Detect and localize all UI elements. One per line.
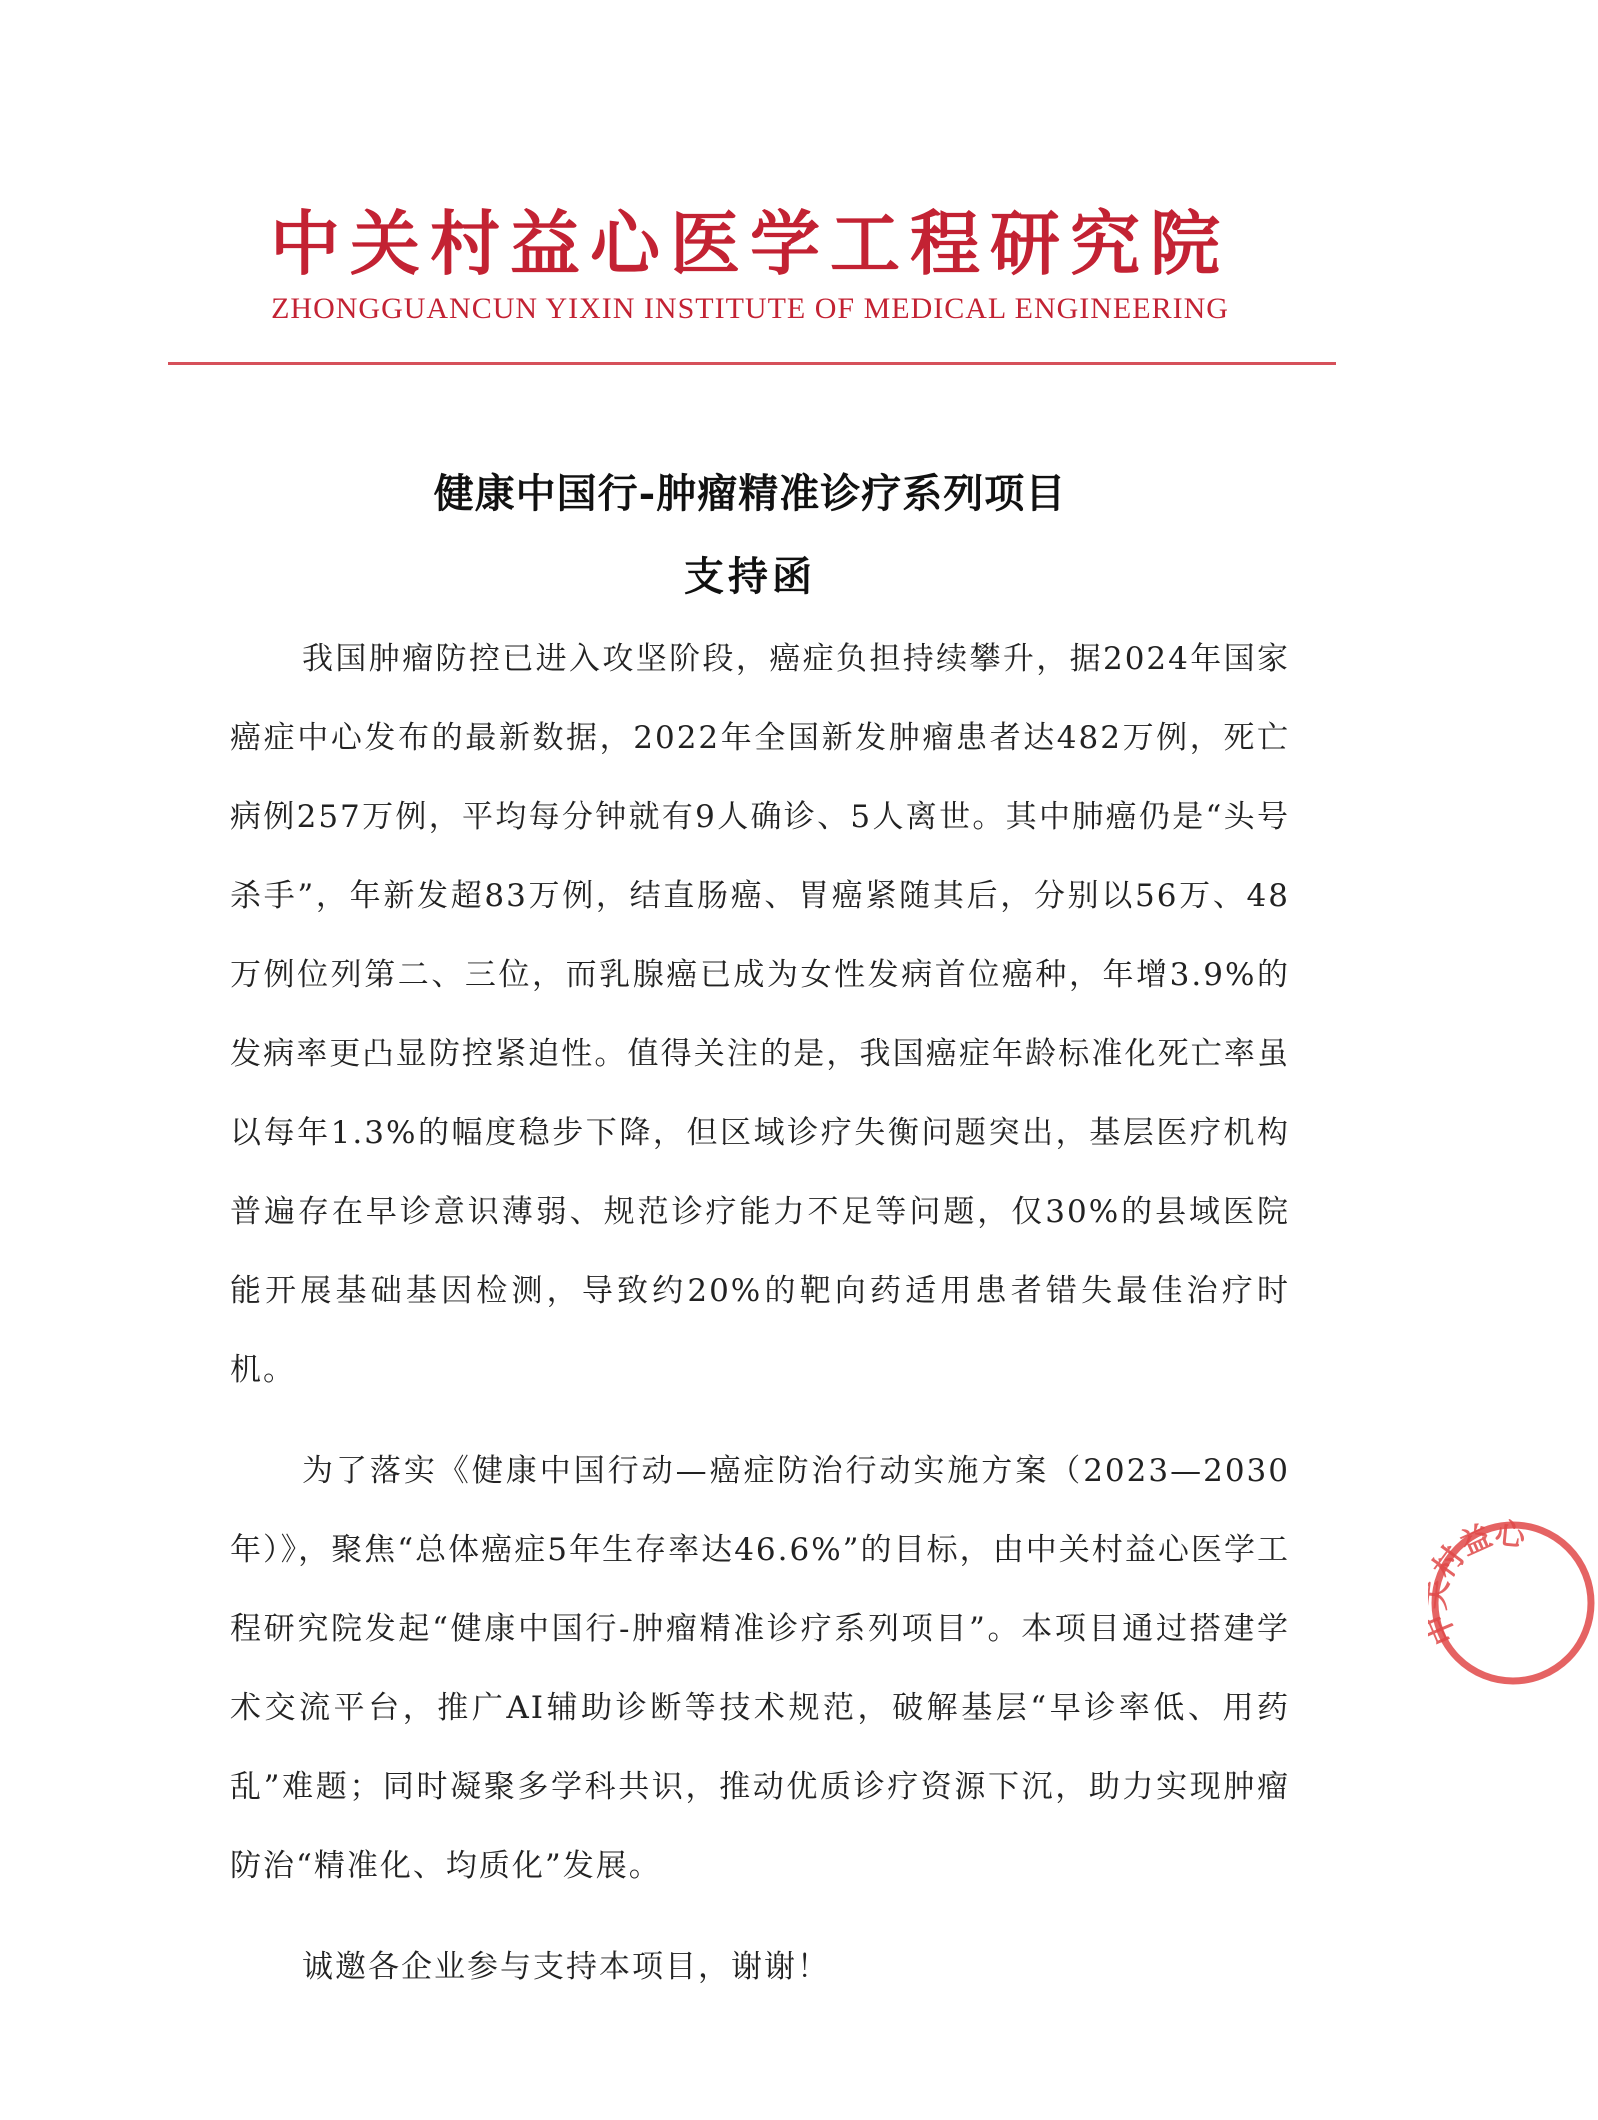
body-paragraph-1: 我国肿瘤防控已进入攻坚阶段，癌症负担持续攀升，据2024年国家癌症中心发布的最新数据，2022年全国新发肿瘤患者达482万例，死亡病例257万例，平均每分钟就有9人确诊、5人离世。其中肺癌仍是“头号杀手”，年新发超83万例，结直肠癌、胃癌紧随其后，分别以56万、48万例位列第二、三位，而乳腺癌已成为女性发病首位癌种，年增3.9%的发病率更凸显防控紧迫性。值得关注的是，我国癌症年龄标准化死亡率虽以每年1.3%的幅度稳步下降，但区域诊疗失衡问题突出，基层医疗机构普遍存在早诊意识薄弱、规范诊疗能力不足等问题，仅30%的县域医院能开展基础基因检测，导致约20%的靶向药适用患者错失最佳治疗时机。 — [230, 641, 1290, 1388]
letterhead-institute-name-en: ZHONGGUANCUN YIXIN INSTITUTE OF MEDICAL ENGINEERING — [271, 292, 1229, 325]
seal-icon — [1428, 1518, 1598, 1688]
seal-text: 村益心 — [1428, 1518, 1527, 1585]
document-title: 健康中国行-肿瘤精准诊疗系列项目 — [433, 470, 1067, 517]
document-body — [230, 620, 1290, 2007]
official-seal-stamp — [1428, 1518, 1598, 1688]
body-paragraph-2: 为了落实《健康中国行动—癌症防治行动实施方案（2023—2030年）》，聚焦“总体癌症5年生存率达46.6%”的目标，由中关村益心医学工程研究院发起“健康中国行-肿瘤精准诊疗系列项目”。本项目通过搭建学术交流平台，推广AI辅助诊断等技术规范，破解基层“早诊率低、用药乱”难题；同时凝聚多学科共识，推动优质诊疗资源下沉，助力实现肿瘤防治“精准化、均质化”发展。 — [230, 1453, 1290, 1884]
body-paragraph-3: 诚邀各企业参与支持本项目，谢谢！ — [302, 1949, 830, 1985]
letterhead-divider — [168, 362, 1336, 365]
document-subtitle: 支持函 — [684, 553, 816, 600]
svg-text:中关村益心 — [1428, 1518, 1528, 1650]
letterhead-institute-name-cn: 中关村益心医学工程研究院 — [270, 202, 1230, 285]
